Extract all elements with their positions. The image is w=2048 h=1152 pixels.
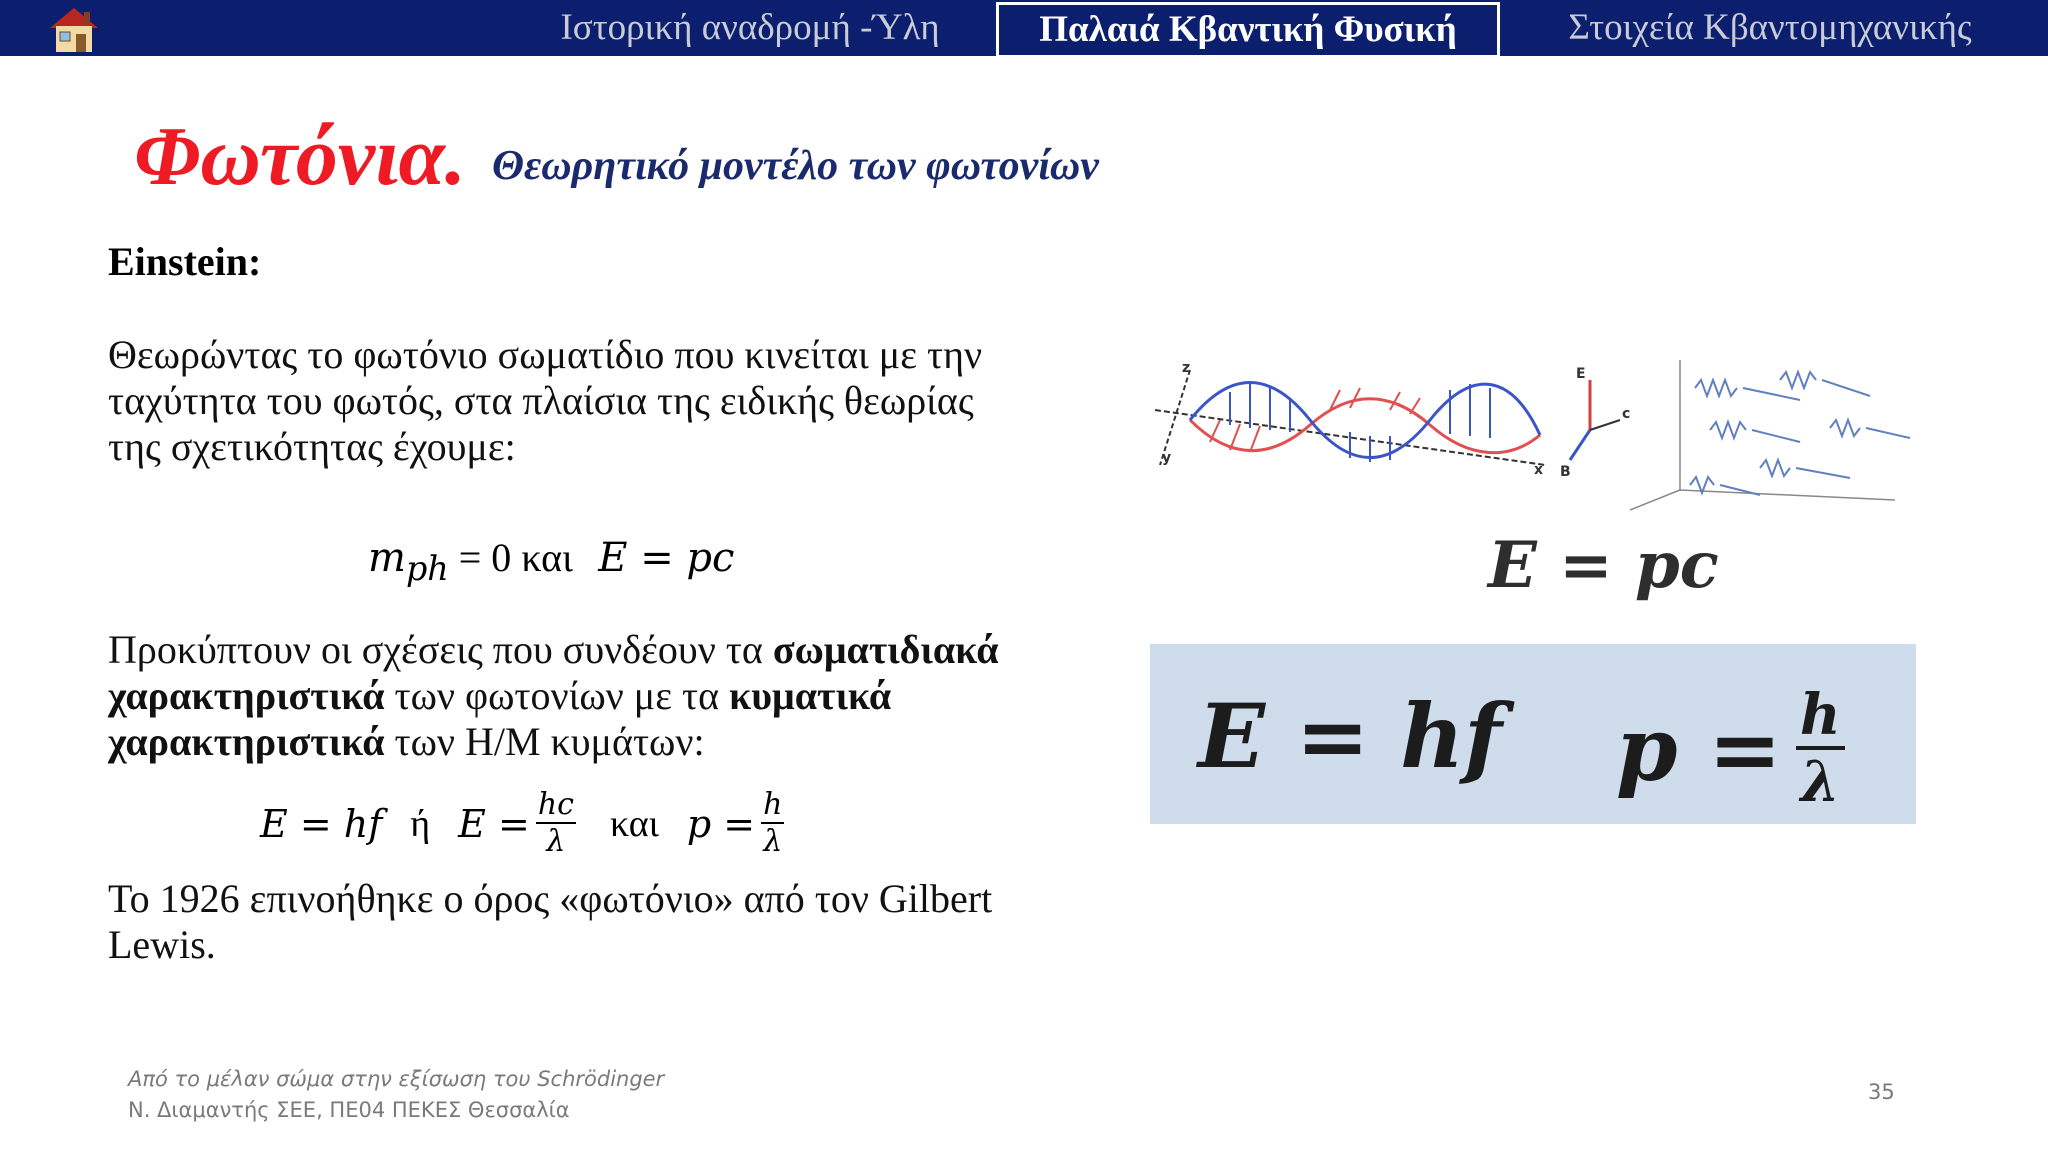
para2-text-1: Προκύπτουν οι σχέσεις που συνδέουν τα <box>108 627 773 672</box>
denominator-lambda: λ <box>546 824 566 859</box>
fraction-h-lambda <box>761 788 784 860</box>
denominator-lambda-2: λ <box>763 824 783 859</box>
para2-bold-particle: σωματιδιακά χαρακτηριστικά <box>108 627 999 718</box>
svg-text:B: B <box>1560 464 1571 480</box>
tab-old-quantum-physics[interactable]: Παλαιά Κβαντική Φυσική <box>996 2 1500 58</box>
home-button[interactable] <box>46 4 102 54</box>
footer-course-title: Από το μέλαν σώμα στην εξίσωση του Schrödinger <box>128 1067 665 1091</box>
slide-subtitle: Θεωρητικό μοντέλο των φωτονίων <box>492 143 1099 189</box>
footer-author: Ν. Διαμαντής ΣΕΕ, ΠΕ04 ΠΕΚΕΣ Θεσσαλία <box>128 1098 570 1122</box>
energy-momentum-large: E = pc <box>1488 528 1719 603</box>
mass-subscript: ph <box>405 549 449 588</box>
formula-p-eq: p = <box>686 802 756 846</box>
and-word: και <box>521 535 573 580</box>
formula-e-hf: E = hf <box>260 802 383 846</box>
house-icon <box>46 4 102 54</box>
svg-text:y: y <box>1162 450 1172 466</box>
einstein-heading: Einstein: <box>108 239 262 284</box>
para2-text-3: των Η/Μ κυμάτων: <box>384 719 705 764</box>
formula-photon-relations <box>260 784 790 864</box>
slide-title: Φωτόνια. <box>134 110 467 203</box>
and-word-2: και <box>609 803 659 845</box>
formula-e-eq: E = <box>458 802 530 846</box>
numerator-h: h <box>763 787 783 822</box>
paragraph-photon-particle: Θεωρώντας το φωτόνιο σωματίδιο που κινείται με την ταχύτητα του φωτός, στα πλαίσια της ειδικής θεωρίας της σχετικότητας έχουμε: <box>108 332 983 469</box>
svg-text:c: c <box>1622 406 1631 422</box>
box-denominator-lambda: λ <box>1800 749 1840 815</box>
paragraph-relations <box>108 627 1008 765</box>
formula-box <box>1150 644 1916 824</box>
page-number: 35 <box>1868 1080 1895 1104</box>
box-p-eq: p = <box>1616 697 1782 801</box>
box-fraction-h-lambda <box>1796 684 1845 814</box>
footer <box>128 1064 664 1126</box>
equals-zero: = 0 <box>448 535 522 580</box>
svg-text:E: E <box>1576 366 1586 382</box>
photon-wave-illustration <box>1150 350 1940 520</box>
para2-text-2: των φωτονίων με τα <box>384 673 730 718</box>
box-formula-p <box>1616 684 1845 814</box>
mass-symbol: m <box>368 535 406 581</box>
formula-mass-energy <box>368 534 734 588</box>
paragraph-lewis: Το 1926 επινοήθηκε ο όρος «φωτόνιο» από τον Gilbert Lewis. <box>108 876 993 967</box>
numerator-hc: hc <box>537 787 574 822</box>
energy-momentum-relation: E = pc <box>598 535 735 581</box>
top-navigation-bar <box>0 0 2048 56</box>
para2-bold-wave: κυματικά χαρακτηριστικά <box>108 673 892 764</box>
fraction-hc-lambda <box>536 788 576 860</box>
svg-text:z: z <box>1182 360 1191 376</box>
or-word: ή <box>410 803 431 845</box>
box-formula-e-hf: E = hf <box>1198 684 1502 788</box>
svg-text:x: x <box>1534 462 1544 478</box>
box-numerator-h: h <box>1796 684 1845 750</box>
tab-quantum-mechanics[interactable]: Στοιχεία Κβαντομηχανικής <box>1568 7 1972 48</box>
tab-history[interactable]: Ιστορική αναδρομή -Ύλη <box>560 7 940 48</box>
